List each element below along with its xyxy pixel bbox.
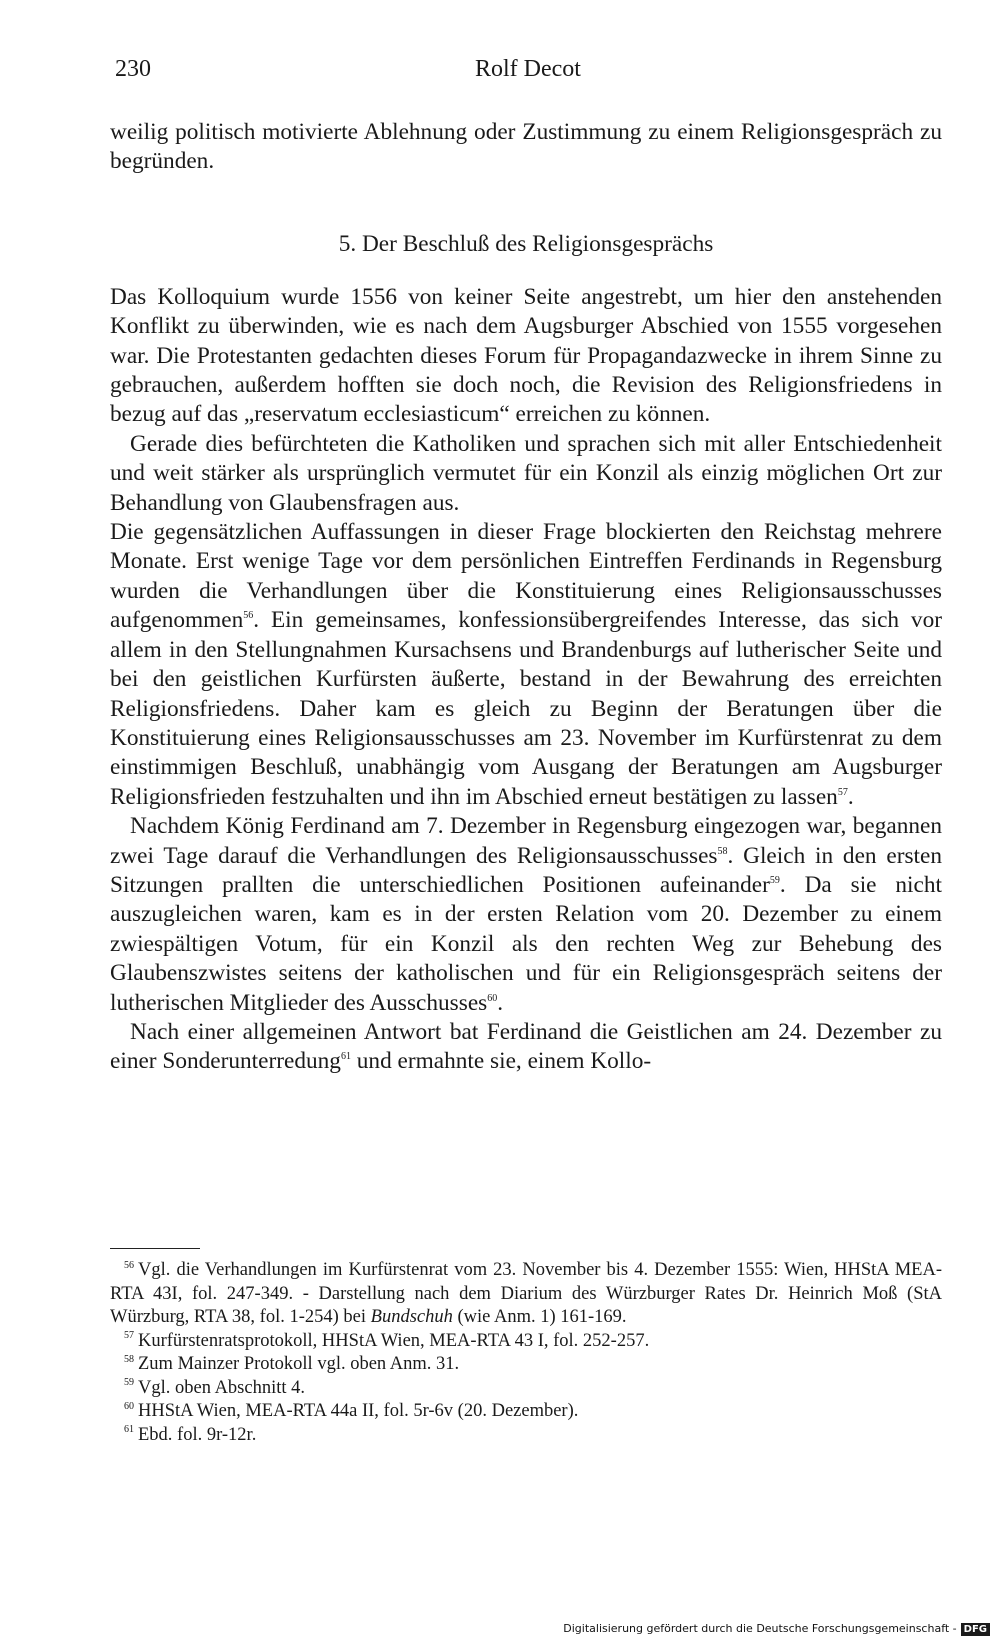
running-title: Rolf Decot xyxy=(475,56,581,82)
footnote-rule xyxy=(110,1248,200,1249)
paragraph-2: Gerade dies befürchteten die Katholiken und sprachen sich mit aller Entschiedenheit und weit stärker als ursprünglich vermutet für ein Konzil als einzig möglichen Ort zur Behandlung von Glaubensfragen aus. xyxy=(110,430,942,516)
paragraph-continued: weilig politisch motivierte Ablehnung oder Zustimmung zu einem Religionsgespräch zu begründen. xyxy=(110,119,942,175)
footnote-59: $^{59}$ Vgl. oben Abschnitt 4. xyxy=(124,1377,306,1398)
footnote-60: $^{60}$ HHStA Wien, MEA-RTA 44a II, fol. 5r-6v (20. Dezember). xyxy=(124,1400,579,1421)
footnote-58: $^{58}$ Zum Mainzer Protokoll vgl. oben Anm. 31. xyxy=(124,1353,460,1374)
footnote-ref-61: 61 xyxy=(340,1051,351,1063)
digitization-footer xyxy=(563,1622,990,1636)
footnote-ref-60: 60 xyxy=(487,992,498,1004)
paragraph-4: Nachdem König Ferdinand am 7. Dezember in Regensburg eingezogen war, begannen zwei Tage darauf die Verhandlungen des Religionsausschusses$^{58}$. Gleich in den ersten Sitzungen prallten die unterschiedlichen Positionen aufeinander$^{59}$. Da sie nicht auszugleichen waren, kam es in der ersten Relation vom 20. Dezember zu einem zwiespältigen Votum, für ein Konzil als den rechten Weg zur Behebung des Glaubenszwistes seitens der katholischen und für ein Religionsgespräch seitens der lutherischen Mitglieder des Ausschusses$^{60}$. xyxy=(110,813,942,1016)
footnote-ref-56: 56 xyxy=(243,610,254,622)
footnote-56: $^{56}$ Vgl. die Verhandlungen im Kurfürstenrat vom 23. November bis 4. Dezember 1555: Wien, HHStA MEA-RTA 43I, fol. 247-349. - Darstellung nach dem Diarium des Würzburger Rates Dr. Heinrich Moß (StA Würzburg, RTA 38, fol. 1-254) bei Bundschuh (wie Anm. 1) 161-169. xyxy=(110,1259,942,1327)
dfg-logo: DFG xyxy=(961,1623,990,1636)
footnotes xyxy=(110,1248,942,1447)
footer-credit: Digitalisierung gefördert durch die Deutsche Forschungsgemeinschaft - xyxy=(563,1622,957,1635)
paragraph-5: Nach einer allgemeinen Antwort bat Ferdinand die Geistlichen am 24. Dezember zu einer Sonderunterredung$^{61}$ und ermahnte sie, einem Kollo- xyxy=(110,1018,942,1075)
section-heading: 5. Der Beschluß des Religionsgesprächs xyxy=(338,230,714,257)
footnote-61: $^{61}$ Ebd. fol. 9r-12r. xyxy=(124,1424,257,1445)
paragraph-1: Das Kolloquium wurde 1556 von keiner Seite angestrebt, um hier den anstehenden Konflikt zu überwinden, wie es nach dem Augsburger Abschied von 1555 vorgesehen war. Die Protestanten gedachten dieses Forum für Propagandazwecke in ihrem Sinne zu gebrauchen, außerdem hofften sie doch noch, die Revision des Religionsfriedens in bezug auf das „reservatum ecclesiasticum“ erreichen zu können. xyxy=(110,283,942,428)
footnote-ref-57: 57 xyxy=(837,786,848,798)
page-number: 230 xyxy=(115,56,151,82)
footnote-57: $^{57}$ Kurfürstenratsprotokoll, HHStA Wien, MEA-RTA 43 I, fol. 252-257. xyxy=(124,1330,650,1351)
footnote-ref-59: 59 xyxy=(769,875,780,887)
running-head xyxy=(115,56,945,90)
footnote-ref-58: 58 xyxy=(717,845,728,857)
paragraph-3: Die gegensätzlichen Auffassungen in dieser Frage blockierten den Reichstag mehrere Monate. Erst wenige Tage vor dem persönlichen Eintreffen Ferdinands in Regensburg wurden die Verhandlungen über die Konstituierung eines Religionsausschusses aufgenommen$^{56}$. Ein gemeinsames, konfessionsübergreifendes Interesse, das sich vor allem in den Stellungnahmen Kursachsens und Brandenburgs auf lutherischer Seite und bei den geistlichen Kurfürsten äußerte, bestand in der Bewahrung des erreichten Religionsfriedens. Daher kam es gleich zu Beginn der Beratungen über die Konstituierung eines Religionsausschusses am 23. November im Kurfürstenrat zu dem einstimmigen Beschluß, unabhängig vom Ausgang der Beratungen am Augsburger Religionsfrieden festzuhalten und ihn im Abschied erneut bestätigen zu lassen$^{57}$. xyxy=(110,519,942,810)
main-text xyxy=(110,118,942,1077)
